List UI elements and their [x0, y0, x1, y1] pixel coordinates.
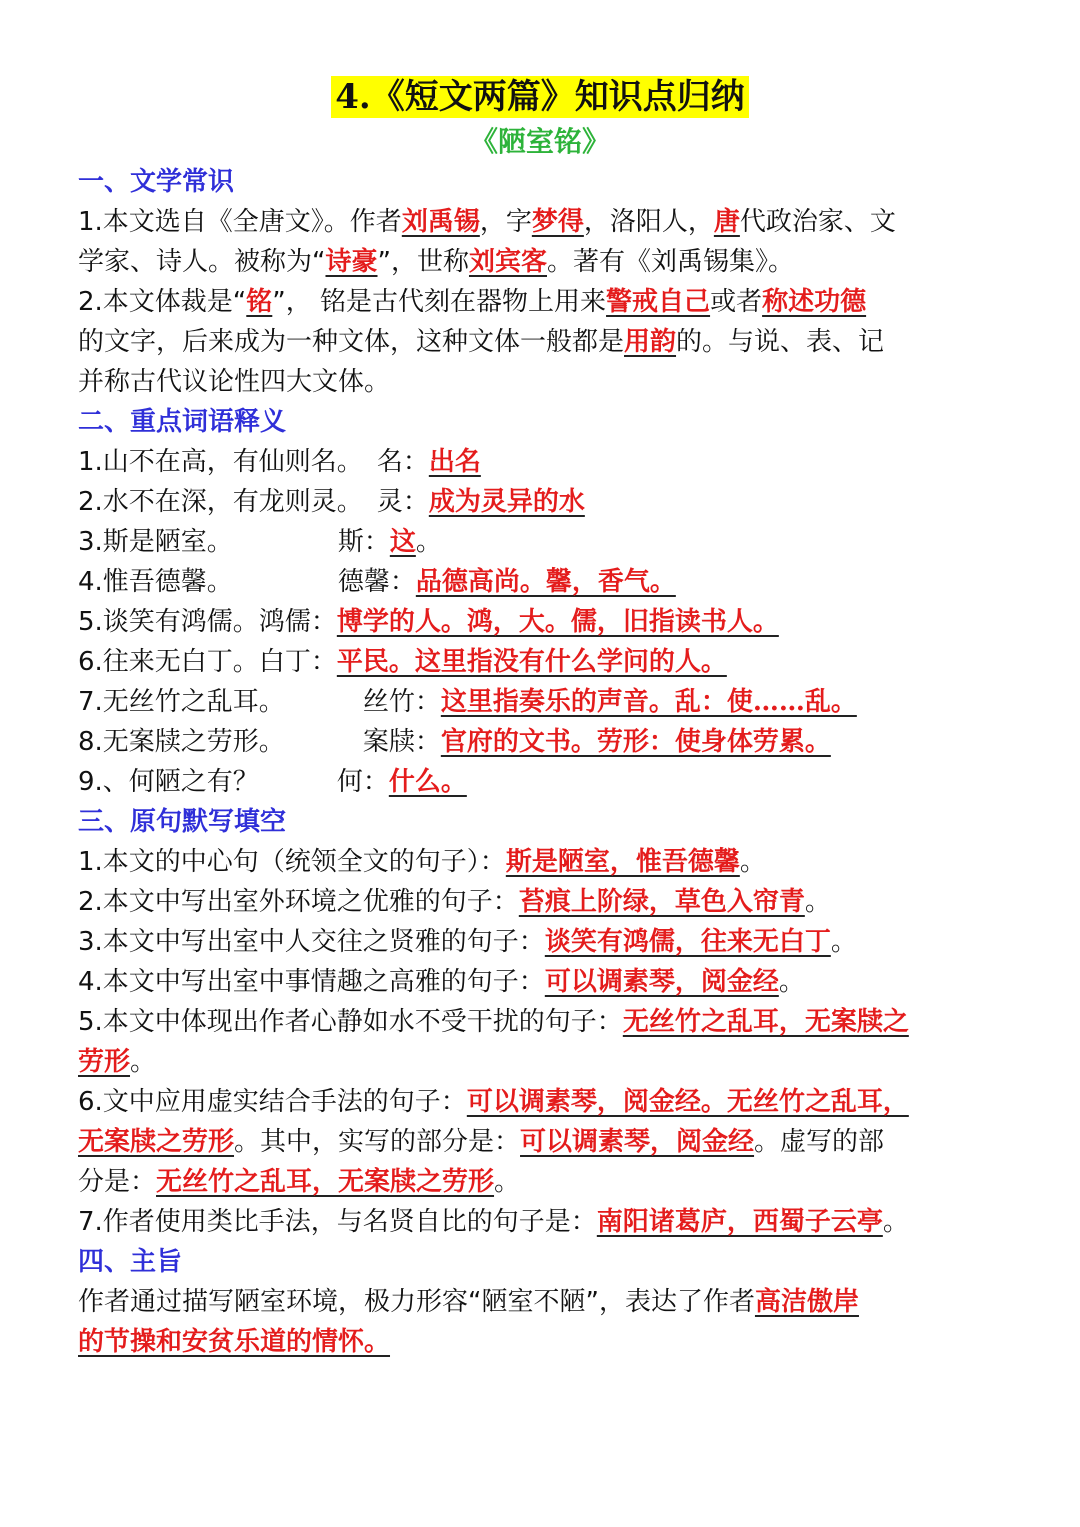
question: 1.山不在高，有仙则名。	[78, 447, 363, 477]
section-heading-fill-in: 三、原句默写填空	[78, 807, 287, 837]
answer: 警戒自己	[606, 287, 711, 317]
text: 。	[882, 1207, 909, 1237]
question: 4.惟吾德馨。	[78, 567, 233, 597]
keyword: 鸿儒：	[258, 607, 337, 637]
text: 的文字，后来成为一种文体，这种文体一般都是	[78, 327, 625, 357]
answer: 用韵	[624, 327, 677, 357]
text: 。虚写的部	[754, 1127, 885, 1157]
text-line	[78, 882, 1002, 922]
keyword: 案牍：	[362, 727, 441, 757]
text-line	[78, 242, 1002, 282]
vocab-item	[78, 602, 1002, 642]
text: 。	[739, 847, 766, 877]
answer: 这	[389, 527, 416, 557]
text: 。其中，实写的部分是：	[234, 1127, 521, 1157]
keyword: 名：	[376, 447, 429, 477]
keyword: 白丁：	[258, 647, 337, 677]
text: 4.本文中写出室中事情趣之高雅的句子：	[78, 967, 545, 997]
text: 。	[804, 887, 831, 917]
keyword: 斯：	[337, 527, 390, 557]
text-line	[78, 842, 1002, 882]
text-line	[78, 1082, 1002, 1122]
vocab-item	[78, 682, 1002, 722]
answer: 平民。这里指没有什么学问的人。	[336, 647, 727, 677]
text-line	[78, 1282, 1002, 1322]
text-line	[78, 1042, 1002, 1082]
text: 。	[778, 967, 805, 997]
answer: 诗豪	[325, 247, 378, 277]
vocab-item	[78, 642, 1002, 682]
text-line	[78, 1122, 1002, 1162]
text: 。	[415, 527, 442, 557]
text: 5.本文中体现出作者心静如水不受干扰的句子：	[78, 1007, 623, 1037]
answer: 唐	[713, 207, 740, 237]
vocab-item	[78, 562, 1002, 602]
answer: 苔痕上阶绿，草色入帘青	[518, 887, 805, 917]
keyword: 丝竹：	[362, 687, 441, 717]
text-line	[78, 922, 1002, 962]
answer: 可以调素琴，阅金经	[520, 1127, 755, 1157]
text: 2.本文体裁是“	[78, 287, 247, 317]
title-wrap	[0, 0, 1080, 120]
question: 8.无案牍之劳形。	[78, 727, 285, 757]
page-title: 4.《短文两篇》知识点归纳	[331, 76, 749, 118]
section-heading-theme: 四、主旨	[78, 1247, 183, 1277]
text: 6.文中应用虚实结合手法的句子：	[78, 1087, 467, 1117]
text-line	[78, 1162, 1002, 1202]
question: 3.斯是陋室。	[78, 527, 233, 557]
answer: 品德高尚。馨，香气。	[415, 567, 676, 597]
text: 7.作者使用类比手法，与名贤自比的句子是：	[78, 1207, 597, 1237]
section-heading-vocabulary: 二、重点词语释义	[78, 407, 287, 437]
answer: 无丝竹之乱耳，无案牍之	[622, 1007, 909, 1037]
answer: 刘宾客	[468, 247, 547, 277]
text: ，字	[479, 207, 532, 237]
answer: 的节操和安贫乐道的情怀。	[78, 1327, 391, 1357]
question: 7.无丝竹之乱耳。	[78, 687, 285, 717]
answer: 可以调素琴，阅金经。无丝竹之乱耳，	[466, 1087, 909, 1117]
text: 。	[494, 1167, 521, 1197]
answer: 无案牍之劳形	[78, 1127, 235, 1157]
vocab-item	[78, 762, 1002, 802]
keyword: 德馨：	[337, 567, 416, 597]
answer: 出名	[428, 447, 481, 477]
answer: 铭	[246, 287, 273, 317]
text-line	[78, 282, 1002, 322]
section-heading-literary-knowledge: 一、文学常识	[78, 167, 235, 197]
text: ”， 铭是古代刻在器物上用来	[272, 287, 607, 317]
text: 。	[130, 1047, 157, 1077]
answer: 这里指奏乐的声音。乱：使……乱。	[440, 687, 857, 717]
text: 的。与说、表、记	[676, 327, 885, 357]
text-line	[78, 962, 1002, 1002]
text: 或者	[710, 287, 763, 317]
answer: 官府的文书。劳形：使身体劳累。	[440, 727, 831, 757]
keyword: 何：	[336, 767, 389, 797]
text: 1.本文的中心句（统领全文的句子）：	[78, 847, 506, 877]
answer: 无丝竹之乱耳，无案牍之劳形	[156, 1167, 495, 1197]
answer: 劳形	[78, 1047, 131, 1077]
text: ，洛阳人，	[583, 207, 714, 237]
answer: 刘禹锡	[401, 207, 480, 237]
text-line	[78, 1322, 1002, 1362]
question: 2.水不在深，有龙则灵。	[78, 487, 363, 517]
answer: 高洁傲岸	[754, 1287, 859, 1317]
question: 5.谈笑有鸿儒。	[78, 607, 259, 637]
text-line	[78, 202, 1002, 242]
text-line	[78, 322, 1002, 362]
answer: 梦得	[531, 207, 584, 237]
page-subtitle: 《陋室铭》	[469, 125, 610, 158]
text: 作者通过描写陋室环境，极力形容“陋室不陋”，表达了作者	[78, 1287, 755, 1317]
text: 2.本文中写出室外环境之优雅的句子：	[78, 887, 519, 917]
question: 9.、何陋之有？	[78, 767, 259, 797]
answer: 博学的人。鸿，大。儒，旧指读书人。	[336, 607, 779, 637]
vocab-item	[78, 482, 1002, 522]
answer: 谈笑有鸿儒，往来无白丁	[544, 927, 831, 957]
text: ”，世称	[377, 247, 469, 277]
text: 3.本文中写出室中人交往之贤雅的句子：	[78, 927, 545, 957]
text-line	[78, 1202, 1002, 1242]
question: 6.往来无白丁。	[78, 647, 259, 677]
text: 代政治家、文	[739, 207, 896, 237]
text: 学家、诗人。被称为“	[78, 247, 326, 277]
vocab-item	[78, 722, 1002, 762]
text: 分是：	[78, 1167, 157, 1197]
answer: 斯是陋室，惟吾德馨	[505, 847, 740, 877]
document-body	[0, 162, 1080, 1362]
answer: 什么。	[388, 767, 467, 797]
answer: 可以调素琴，阅金经	[544, 967, 779, 997]
text: 。	[830, 927, 857, 957]
answer: 南阳诸葛庐，西蜀子云亭	[596, 1207, 883, 1237]
text-line	[78, 1002, 1002, 1042]
vocab-item	[78, 442, 1002, 482]
text: 。著有《刘禹锡集》。	[547, 247, 795, 277]
answer: 称述功德	[762, 287, 867, 317]
vocab-item	[78, 522, 1002, 562]
answer: 成为灵异的水	[428, 487, 585, 517]
keyword: 灵：	[376, 487, 429, 517]
text: 1.本文选自《全唐文》。作者	[78, 207, 402, 237]
text-line: 并称古代议论性四大文体。	[78, 367, 391, 397]
